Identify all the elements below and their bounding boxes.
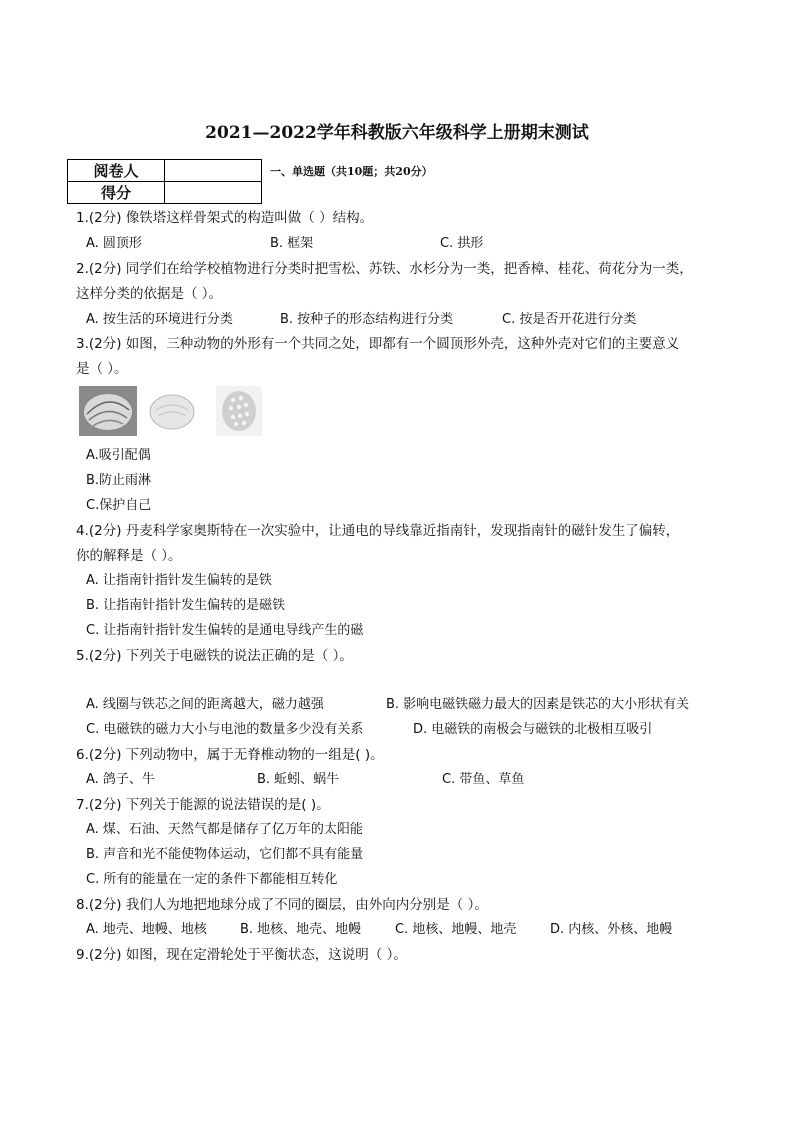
q3-option-b[interactable]: B.防止雨淋 bbox=[86, 473, 152, 488]
q7-option-c[interactable]: C. 所有的能量在一定的条件下都能相互转化 bbox=[86, 872, 338, 887]
q2-stem-line2: 这样分类的依据是（ ）。 bbox=[76, 286, 223, 302]
q2-stem-line1: 2.(2分) 同学们在给学校植物进行分类时把雪松、苏铁、水杉分为一类，把香樟、桂花、荷花分为一类， bbox=[76, 261, 693, 277]
q4-stem-line2: 你的解释是（ ）。 bbox=[76, 548, 182, 564]
score-value[interactable] bbox=[165, 182, 262, 204]
q2-option-c[interactable]: C. 按是否开花进行分类 bbox=[502, 312, 637, 327]
q8-option-c[interactable]: C. 地核、地幔、地壳 bbox=[395, 922, 517, 937]
q7-stem: 7.(2分) 下列关于能源的说法错误的是( )。 bbox=[76, 797, 330, 813]
q2-option-a[interactable]: A. 按生活的环境进行分类 bbox=[86, 312, 233, 327]
q4-option-c[interactable]: C. 让指南针指针发生偏转的是通电导线产生的磁 bbox=[86, 623, 364, 638]
q6-stem: 6.(2分) 下列动物中，属于无脊椎动物的一组是( )。 bbox=[76, 747, 384, 763]
q5-option-b[interactable]: B. 影响电磁铁磁力最大的因素是铁芯的大小形状有关 bbox=[386, 697, 690, 712]
q7-option-a[interactable]: A. 煤、石油、天然气都是储存了亿万年的太阳能 bbox=[86, 822, 363, 837]
q6-option-c[interactable]: C. 带鱼、草鱼 bbox=[442, 772, 525, 787]
q3-stem-line1: 3.(2分) 如图，三种动物的外形有一个共同之处，即都有一个圆顶形外壳，这种外壳对它们的主要意义 bbox=[76, 336, 680, 352]
q4-option-b[interactable]: B. 让指南针指针发生偏转的是磁铁 bbox=[86, 598, 286, 613]
q4-option-a[interactable]: A. 让指南针指针发生偏转的是铁 bbox=[86, 573, 272, 588]
q1-option-a[interactable]: A. 圆顶形 bbox=[86, 236, 142, 251]
q8-stem: 8.(2分) 我们人为地把地球分成了不同的圈层，由外向内分别是（ ）。 bbox=[76, 897, 488, 913]
reviewer-label: 阅卷人 bbox=[68, 160, 165, 182]
q8-option-a[interactable]: A. 地壳、地幔、地核 bbox=[86, 922, 207, 937]
q4-stem-line1: 4.(2分) 丹麦科学家奥斯特在一次实验中，让通电的导线靠近指南针，发现指南针的磁针发生了偏转， bbox=[76, 523, 680, 539]
q3-option-a[interactable]: A.吸引配偶 bbox=[86, 448, 151, 463]
section-heading: 一、单选题（共10题；共20分） bbox=[270, 165, 433, 178]
q9-stem: 9.(2分) 如图，现在定滑轮处于平衡状态，这说明（ ）。 bbox=[76, 947, 407, 963]
q3-option-c[interactable]: C.保护自己 bbox=[86, 498, 152, 513]
snail-shell-image bbox=[79, 386, 129, 434]
q1-option-b[interactable]: B. 框架 bbox=[270, 236, 314, 251]
q5-option-a[interactable]: A. 线圈与铁芯之间的距离越大，磁力越强 bbox=[86, 697, 324, 712]
score-label: 得分 bbox=[68, 182, 165, 204]
page-title: 2021—2022学年科教版六年级科学上册期末测试 bbox=[205, 123, 589, 143]
q6-option-a[interactable]: A. 鸽子、牛 bbox=[86, 772, 155, 787]
q5-option-c[interactable]: C. 电磁铁的磁力大小与电池的数量多少没有关系 bbox=[86, 722, 364, 737]
reviewer-value[interactable] bbox=[165, 160, 262, 182]
q1-option-c[interactable]: C. 拱形 bbox=[440, 236, 484, 251]
q3-stem-line2: 是（ ）。 bbox=[76, 361, 128, 377]
q8-option-b[interactable]: B. 地核、地壳、地幔 bbox=[240, 922, 362, 937]
clam-shell-image bbox=[146, 386, 196, 434]
score-table bbox=[67, 159, 262, 204]
q2-option-b[interactable]: B. 按种子的形态结构进行分类 bbox=[280, 312, 454, 327]
q1-stem: 1.(2分) 像铁塔这样骨架式的构造叫做（ ）结构。 bbox=[76, 210, 374, 226]
q8-option-d[interactable]: D. 内核、外核、地幔 bbox=[550, 922, 673, 937]
q5-stem: 5.(2分) 下列关于电磁铁的说法正确的是（ ）。 bbox=[76, 648, 353, 664]
q7-option-b[interactable]: B. 声音和光不能使物体运动，它们都不具有能量 bbox=[86, 847, 364, 862]
q5-option-d[interactable]: D. 电磁铁的南极会与磁铁的北极相互吸引 bbox=[413, 722, 653, 737]
q6-option-b[interactable]: B. 蚯蚓、蜗牛 bbox=[257, 772, 340, 787]
turtle-shell-image bbox=[216, 386, 266, 434]
